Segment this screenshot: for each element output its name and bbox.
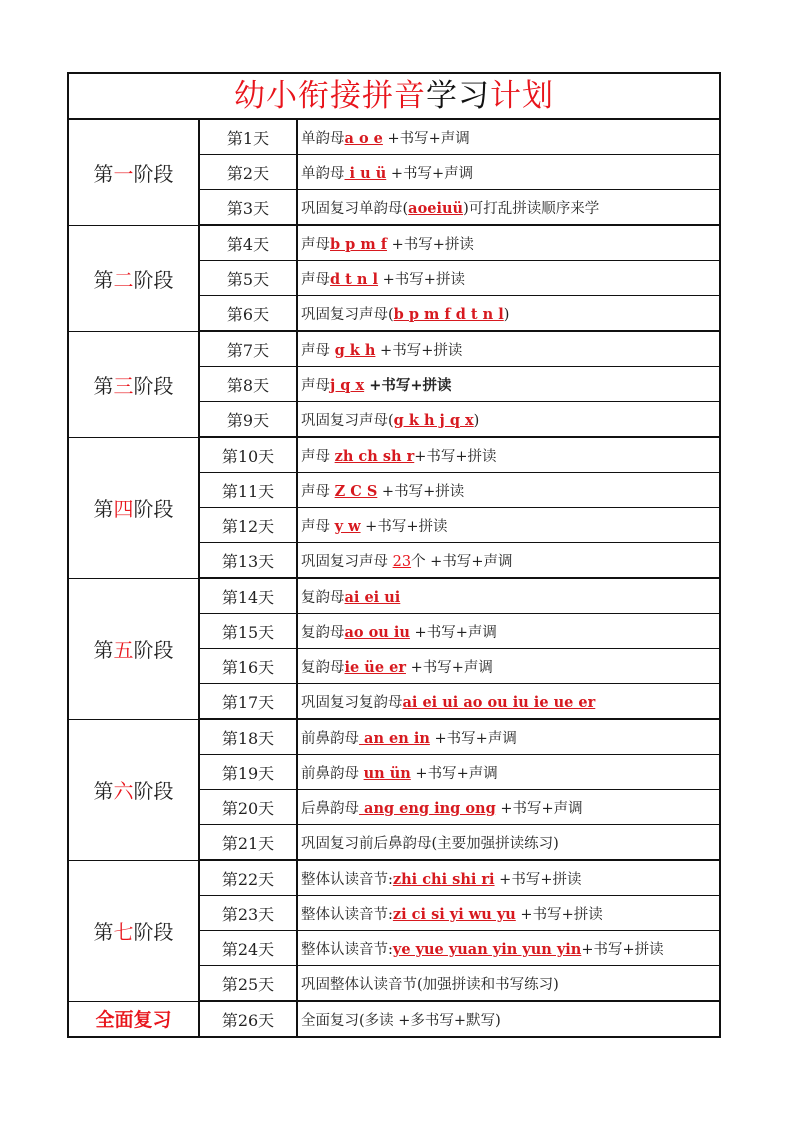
content-cell (297, 825, 719, 861)
content-cell (297, 755, 719, 790)
pinyin-highlight: g k h j q x (393, 411, 474, 429)
stage-suffix: 阶段 (133, 497, 174, 521)
content-suffix: +书写+声调 (495, 800, 583, 817)
content-suffix: +书写+拼读 (375, 342, 463, 359)
content-suffix: ) (503, 306, 510, 323)
content-text: 整体认读音节: (301, 906, 393, 923)
content-cell (297, 296, 719, 332)
count-highlight: 23 (392, 553, 412, 570)
stage-cell-3 (69, 331, 199, 437)
stage-cell-7 (69, 860, 199, 1001)
content-cell (297, 1001, 719, 1036)
pinyin-highlight: zhi chi shi ri (392, 870, 495, 888)
day-cell: 第12天 (199, 508, 297, 543)
content-text: 巩固整体认读音节(加强拼读和书写练习) (301, 976, 559, 993)
content-suffix: +书写+声调 (410, 765, 498, 782)
stage-cell-5 (69, 578, 199, 719)
content-text: 巩固复习声母( (301, 306, 394, 323)
content-suffix: +书写+拼读 (581, 941, 664, 958)
day-cell: 第24天 (199, 931, 297, 966)
content-text: 整体认读音节: (301, 871, 393, 888)
content-cell (297, 261, 719, 296)
pinyin-highlight: ye yue yuan yin yun yin (392, 940, 582, 958)
content-suffix: +书写+拼读 (377, 483, 465, 500)
content-cell (297, 578, 719, 614)
title-part-2: 学习 (426, 78, 490, 114)
schedule-table (69, 120, 719, 1036)
content-text: 复韵母 (301, 659, 345, 676)
pinyin-highlight: un ün (363, 764, 411, 782)
stage-prefix: 第 (93, 638, 114, 662)
pinyin-highlight: y w (334, 517, 361, 535)
stage-cell-6 (69, 719, 199, 860)
day-cell: 第4天 (199, 225, 297, 261)
stage-number: 二 (113, 267, 134, 292)
content-suffix: +书写+拼读 (364, 376, 452, 394)
pinyin-highlight: i u ü (344, 164, 387, 182)
content-cell (297, 649, 719, 684)
day-cell: 第19天 (199, 755, 297, 790)
stage-suffix: 阶段 (133, 920, 174, 944)
content-text: 声母 (301, 483, 335, 500)
content-text: 复韵母 (301, 589, 345, 606)
stage-prefix: 第 (93, 779, 114, 803)
day-cell: 第18天 (199, 719, 297, 755)
content-text: 巩固复习声母 (301, 553, 393, 570)
stage-number: 一 (113, 161, 134, 186)
content-suffix: 个 +书写+声调 (411, 553, 513, 570)
content-suffix: +书写+拼读 (494, 871, 582, 888)
content-suffix: +书写+声调 (405, 659, 493, 676)
content-text: 全面复习(多读 +多书写+默写) (301, 1012, 501, 1029)
content-cell (297, 508, 719, 543)
day-cell: 第21天 (199, 825, 297, 861)
day-cell: 第26天 (199, 1001, 297, 1036)
day-cell: 第7天 (199, 331, 297, 367)
content-cell (297, 120, 719, 155)
content-cell (297, 790, 719, 825)
content-cell (297, 543, 719, 579)
content-suffix: +书写+拼读 (378, 271, 465, 288)
day-cell: 第2天 (199, 155, 297, 190)
day-cell: 第15天 (199, 614, 297, 649)
pinyin-highlight: zi ci si yi wu yu (392, 905, 516, 923)
content-cell (297, 966, 719, 1002)
day-cell: 第10天 (199, 437, 297, 473)
table-row (69, 437, 719, 473)
pinyin-highlight: ai ei ui ao ou iu ie ue er (402, 693, 596, 711)
content-text: 巩固复习声母( (301, 412, 394, 429)
content-cell (297, 684, 719, 720)
content-cell (297, 367, 719, 402)
day-cell: 第3天 (199, 190, 297, 226)
stage-prefix: 第 (93, 373, 114, 398)
table-row (69, 860, 719, 896)
stage-suffix: 阶段 (133, 161, 174, 186)
day-cell: 第11天 (199, 473, 297, 508)
day-cell: 第16天 (199, 649, 297, 684)
table-row (69, 1001, 719, 1036)
pinyin-highlight: a o e (344, 129, 383, 147)
day-cell: 第20天 (199, 790, 297, 825)
stage-prefix: 第 (93, 920, 114, 944)
content-suffix: +书写+拼读 (414, 448, 497, 465)
stage-number: 七 (113, 920, 134, 944)
content-text: 巩固复习前后鼻韵母(主要加强拼读练习) (301, 835, 559, 852)
content-suffix: ) (473, 412, 480, 429)
content-suffix: +书写+声调 (429, 730, 517, 747)
day-cell: 第1天 (199, 120, 297, 155)
stage-number: 三 (113, 373, 134, 398)
stage-number: 四 (113, 497, 134, 521)
table-row (69, 225, 719, 261)
day-cell: 第13天 (199, 543, 297, 579)
content-cell (297, 190, 719, 226)
pinyin-highlight: ai ei ui (344, 588, 401, 606)
day-cell: 第8天 (199, 367, 297, 402)
day-cell: 第5天 (199, 261, 297, 296)
title-part-3: 计划 (490, 78, 554, 114)
content-cell (297, 437, 719, 473)
stage-cell-2 (69, 225, 199, 331)
stage-cell-final: 全面复习 (69, 1001, 199, 1036)
content-text: 单韵母 (301, 130, 345, 147)
content-text: 巩固复习复韵母 (301, 694, 403, 711)
content-text: 后鼻韵母 (301, 800, 359, 817)
stage-suffix: 阶段 (133, 779, 174, 803)
pinyin-highlight: b p m f (330, 235, 388, 253)
content-cell (297, 719, 719, 755)
pinyin-highlight: b p m f d t n l (393, 305, 504, 323)
stage-prefix: 第 (93, 497, 114, 521)
stage-suffix: 阶段 (133, 373, 174, 398)
plan-sheet (67, 72, 721, 1038)
stage-number: 五 (113, 638, 134, 662)
content-cell (297, 860, 719, 896)
content-text: 前鼻韵母 (301, 730, 359, 747)
stage-cell-1 (69, 120, 199, 225)
content-cell (297, 331, 719, 367)
content-suffix: +书写+声调 (382, 130, 470, 147)
day-cell: 第17天 (199, 684, 297, 720)
content-suffix: +书写+拼读 (387, 236, 474, 253)
pinyin-highlight: g k h (334, 341, 376, 359)
stage-prefix: 第 (93, 161, 114, 186)
content-text: 单韵母 (301, 165, 345, 182)
content-suffix: +书写+声调 (409, 624, 497, 641)
content-cell (297, 473, 719, 508)
table-row (69, 120, 719, 155)
content-text: 前鼻韵母 (301, 765, 364, 782)
content-suffix: )可打乱拼读顺序来学 (463, 200, 600, 217)
content-cell (297, 614, 719, 649)
day-cell: 第14天 (199, 578, 297, 614)
pinyin-highlight: ie üe er (344, 658, 406, 676)
content-suffix: +书写+拼读 (360, 518, 448, 535)
stage-number: 六 (113, 779, 134, 803)
content-text: 声母 (301, 377, 330, 394)
content-text: 声母 (301, 518, 335, 535)
content-cell (297, 402, 719, 438)
table-row (69, 331, 719, 367)
content-text: 巩固复习单韵母( (301, 200, 409, 217)
content-text: 复韵母 (301, 624, 345, 641)
content-cell (297, 225, 719, 261)
day-cell: 第6天 (199, 296, 297, 332)
stage-suffix: 阶段 (133, 267, 174, 292)
stage-suffix: 阶段 (133, 638, 174, 662)
day-cell: 第22天 (199, 860, 297, 896)
content-cell (297, 155, 719, 190)
content-cell (297, 931, 719, 966)
content-suffix: +书写+声调 (386, 165, 474, 182)
pinyin-highlight: ao ou iu (344, 623, 410, 641)
content-text: 声母 (301, 342, 335, 359)
pinyin-highlight: zh ch sh r (334, 447, 415, 465)
stage-cell-4 (69, 437, 199, 578)
pinyin-highlight: aoeiuü (408, 199, 464, 217)
content-suffix: +书写+拼读 (515, 906, 603, 923)
pinyin-highlight: ang eng ing ong (359, 799, 496, 817)
table-row (69, 578, 719, 614)
content-text: 声母 (301, 236, 330, 253)
pinyin-highlight: d t n l (330, 270, 379, 288)
pinyin-highlight: j q x (330, 376, 365, 394)
content-cell (297, 896, 719, 931)
pinyin-highlight: Z C S (334, 482, 378, 500)
page-title (69, 74, 719, 120)
content-text: 声母 (301, 448, 335, 465)
day-cell: 第23天 (199, 896, 297, 931)
table-row (69, 719, 719, 755)
content-text: 声母 (301, 271, 330, 288)
day-cell: 第9天 (199, 402, 297, 438)
title-part-1: 幼小衔接拼音 (234, 78, 426, 114)
content-text: 整体认读音节: (301, 941, 393, 958)
pinyin-highlight: an en in (359, 729, 430, 747)
stage-prefix: 第 (93, 267, 114, 292)
day-cell: 第25天 (199, 966, 297, 1002)
